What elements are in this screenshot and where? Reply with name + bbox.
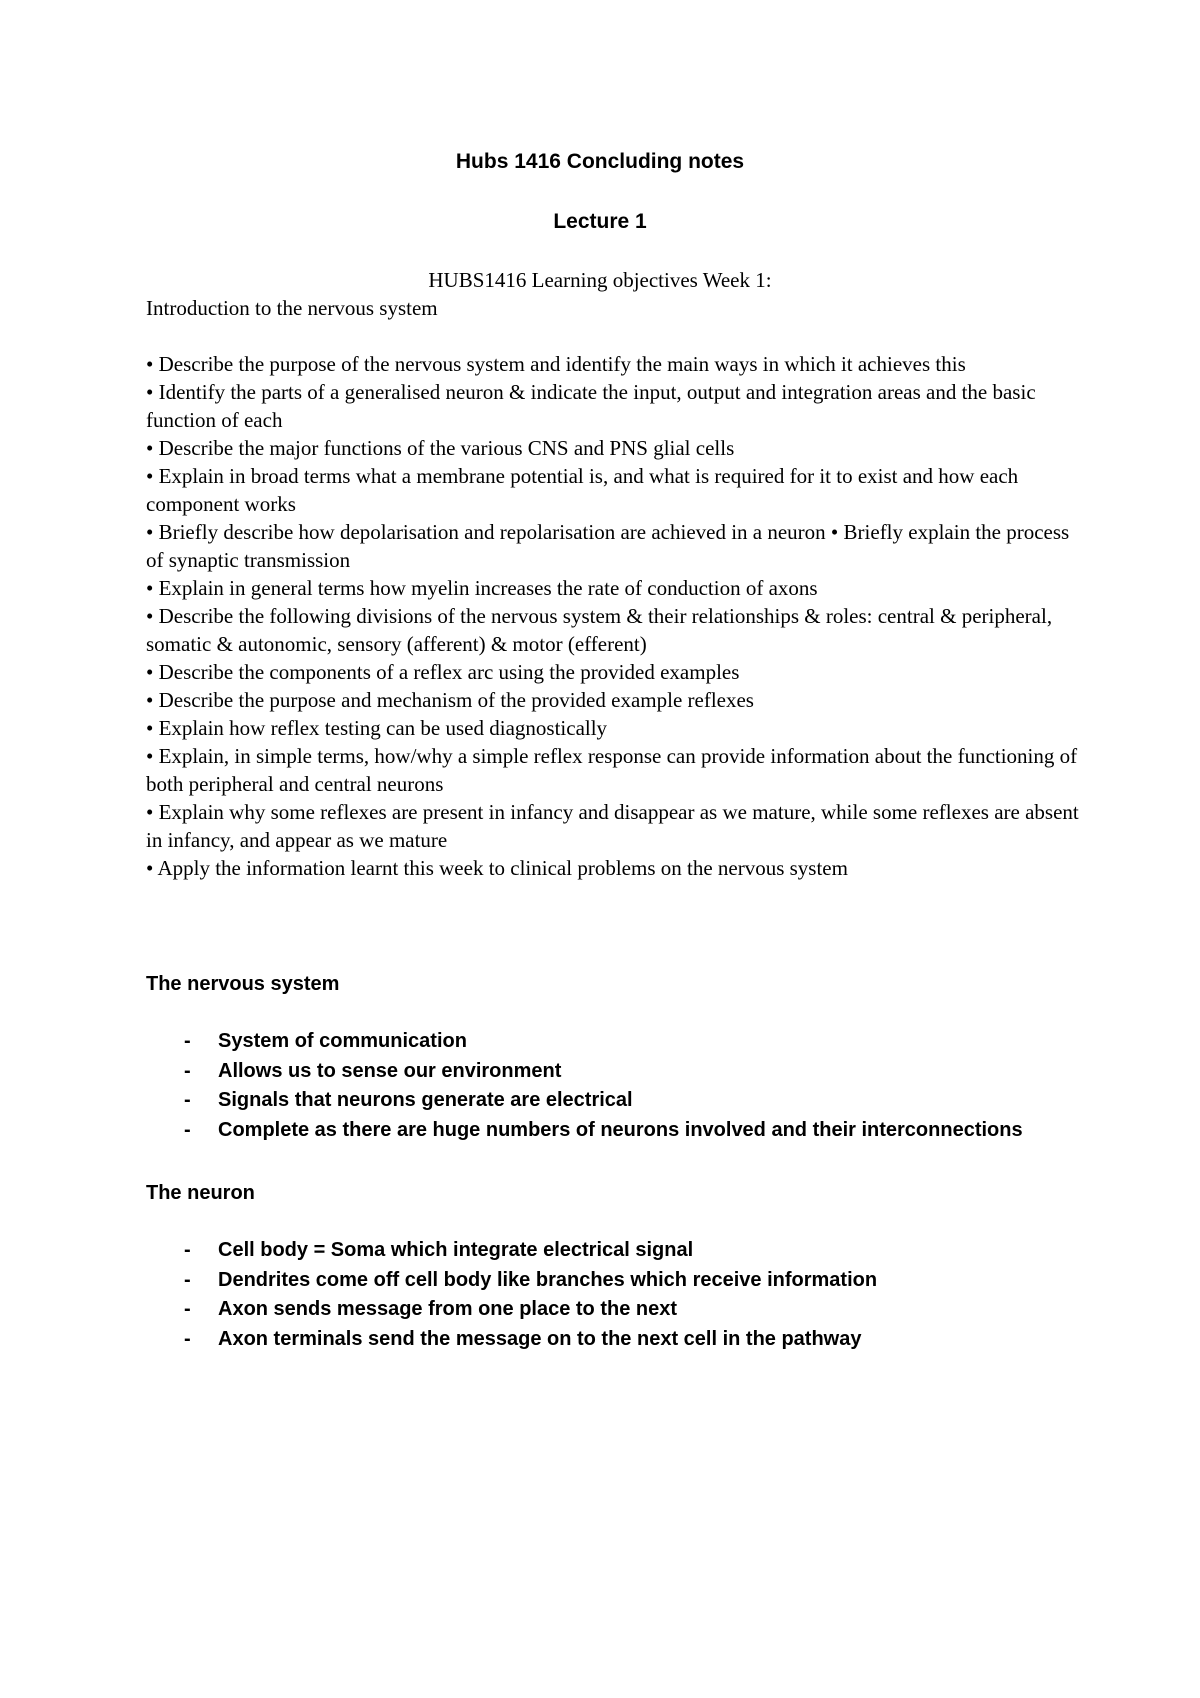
dash-bullet: - — [184, 1118, 191, 1141]
objective-item: • Describe the purpose of the nervous system and identify the main ways in which it achieves this — [146, 352, 966, 376]
dash-bullet: - — [184, 1298, 191, 1320]
neuron-list — [146, 1236, 1106, 1354]
objective-item: • Explain, in simple terms, how/why a simple reflex response can provide information about the functioning of both peripheral and central neurons — [146, 744, 1078, 796]
list-item-text: System of communication — [218, 1030, 467, 1052]
objective-item: • Identify the parts of a generalised neuron & indicate the input, output and integration areas and the basic function of each — [146, 380, 1036, 432]
dash-bullet: - — [184, 1030, 191, 1052]
objective-item: • Explain how reflex testing can be used diagnostically — [146, 716, 608, 740]
objective-item: • Explain in general terms how myelin increases the rate of conduction of axons — [146, 576, 818, 600]
objectives-block — [146, 294, 1081, 882]
section-heading-neuron: The neuron — [146, 1182, 255, 1204]
section-heading-nervous-system: The nervous system — [146, 973, 340, 995]
objectives-subheading: Introduction to the nervous system — [146, 296, 438, 320]
list-item — [146, 1295, 1106, 1325]
document-title: Hubs 1416 Concluding notes — [455, 150, 745, 173]
objective-item: • Describe the components of a reflex arc using the provided examples — [146, 660, 740, 684]
list-item-text: Cell body = Soma which integrate electrical signal — [218, 1239, 694, 1261]
dash-bullet: - — [184, 1327, 191, 1350]
list-item — [146, 1027, 1106, 1057]
list-item-text: Allows us to sense our environment — [218, 1059, 562, 1082]
list-item-text: Dendrites come off cell body like branches which receive information — [218, 1268, 878, 1291]
dash-bullet: - — [184, 1059, 191, 1082]
dash-bullet: - — [184, 1089, 191, 1111]
objective-item: • Explain why some reflexes are present in infancy and disappear as we mature, while some reflexes are absent in infancy, and appear as we mature — [146, 800, 1079, 852]
list-item — [146, 1325, 1106, 1355]
nervous-system-list — [146, 1027, 1106, 1145]
dash-bullet: - — [184, 1239, 191, 1261]
list-item-text: Axon sends message from one place to the next — [218, 1298, 678, 1320]
objective-item: • Apply the information learnt this week to clinical problems on the nervous system — [146, 856, 848, 880]
list-item — [146, 1116, 1106, 1146]
lecture-heading: Lecture 1 — [553, 210, 647, 233]
list-item — [146, 1266, 1106, 1296]
list-item-text: Axon terminals send the message on to the next cell in the pathway — [218, 1327, 862, 1350]
list-item-text: Signals that neurons generate are electrical — [218, 1089, 633, 1111]
list-item — [146, 1086, 1106, 1116]
objectives-heading: HUBS1416 Learning objectives Week 1: — [428, 268, 772, 292]
dash-bullet: - — [184, 1268, 191, 1291]
list-item — [146, 1236, 1106, 1266]
objective-item: • Explain in broad terms what a membrane potential is, and what is required for it to exist and how each component works — [146, 464, 1019, 516]
objective-item: • Briefly describe how depolarisation and repolarisation are achieved in a neuron • Briefly explain the process of synaptic transmission — [146, 520, 1070, 572]
objective-item: • Describe the following divisions of the nervous system & their relationships & roles: central & peripheral, somatic & autonomic, sensory (afferent) & motor (efferent) — [146, 604, 1053, 656]
list-item-text: Complete as there are huge numbers of neurons involved and their interconnections — [218, 1118, 1023, 1141]
objective-item: • Describe the major functions of the various CNS and PNS glial cells — [146, 436, 735, 460]
objective-item: • Describe the purpose and mechanism of the provided example reflexes — [146, 688, 754, 712]
list-item — [146, 1057, 1106, 1087]
